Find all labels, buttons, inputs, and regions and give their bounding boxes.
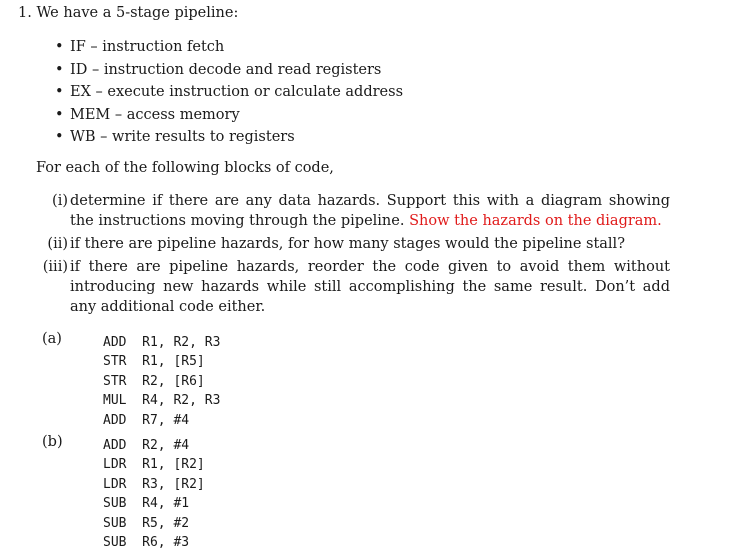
sub-questions — [36, 191, 670, 320]
sub-question-ii: (ii) if there are pipeline hazards, for how many stages would the pipeline stall? — [47, 236, 625, 252]
code-line: STR R1, [R5] — [103, 354, 205, 370]
bullet-icon: • — [55, 61, 64, 78]
bullet-icon: • — [55, 39, 64, 55]
sub-question-i: (i) determine if there are any data hazards. Support this with a diagram showing the instructions moving through the pipeline. Show the hazards on the diagram. — [52, 193, 670, 229]
highlight-text: Show the hazards on the diagram. — [409, 213, 662, 229]
question-title: 1. We have a 5-stage pipeline: — [18, 5, 239, 21]
stage-item: • WB – write results to registers — [55, 126, 403, 149]
code-line: ADD R2, #4 — [103, 438, 190, 453]
intro-text: For each of the following blocks of code, — [36, 160, 334, 176]
code-line: LDR R1, [R2] — [103, 457, 205, 473]
code-line: SUB R6, #3 — [103, 534, 190, 550]
stage-item: • EX – execute instruction or calculate address — [55, 81, 403, 104]
block-b-label: (b) — [42, 434, 63, 450]
code-block-a — [103, 333, 220, 430]
code-line: SUB R5, #2 — [103, 515, 190, 531]
stage-item: • ID – instruction decode and read registers — [55, 59, 403, 82]
sub-question-iii: (iii) if there are pipeline hazards, reorder the code given to avoid them without introducing new hazards while still accomplishing the same result. Don’t add any additional code either. — [42, 259, 670, 315]
code-line: STR R2, [R6] — [103, 373, 205, 389]
stage-item: • IF – instruction fetch — [55, 36, 403, 59]
stage-item: • MEM – access memory — [55, 104, 403, 127]
bullet-icon: • — [55, 129, 64, 146]
bullet-icon: • — [55, 106, 64, 123]
block-a-label: (a) — [42, 331, 62, 347]
code-line: LDR R3, [R2] — [103, 476, 205, 492]
code-line: MUL R4, R2, R3 — [103, 393, 221, 409]
code-line: ADD R7, #4 — [103, 412, 190, 428]
stage-list — [55, 36, 403, 149]
code-block-b — [103, 436, 205, 552]
code-line: SUB R4, #1 — [103, 496, 190, 512]
bullet-icon: • — [55, 84, 64, 101]
code-line: ADD R1, R2, R3 — [103, 335, 221, 350]
